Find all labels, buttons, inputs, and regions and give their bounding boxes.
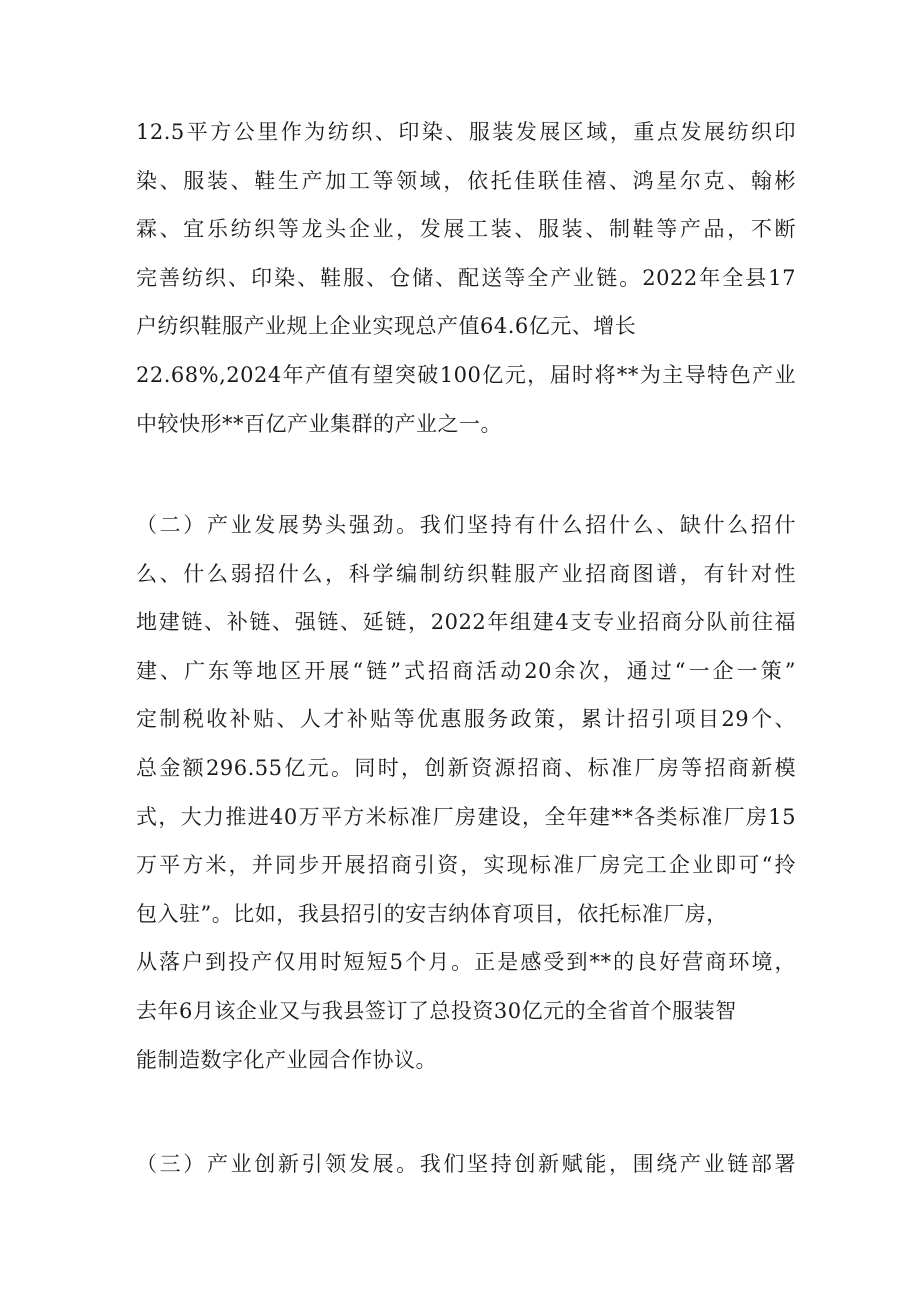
text-line: 万平方米，并同步开展招商引资，实现标准厂房完工企业即可“拎 (136, 853, 796, 878)
text-line: 去年6月该企业又与我县签订了总投资30亿元的全省首个服装智 (136, 998, 737, 1023)
paragraph-section-two (136, 501, 796, 1084)
text-line: 式，大力推进40万平方米标准厂房建设，全年建**各类标准厂房15 (136, 804, 796, 829)
text-line: （三）产业创新引领发展。我们坚持创新赋能，围绕产业链部署 (136, 1152, 796, 1176)
text-line: 么、什么弱招什么，科学编制纺织鞋服产业招商图谱，有针对性 (136, 561, 796, 586)
text-line: 完善纺织、印染、鞋服、仓储、配送等全产业链。2022年全县17 (136, 265, 796, 290)
text-line: 染、服装、鞋生产加工等领域，依托佳联佳禧、鸿星尔克、翰彬 (136, 168, 796, 193)
text-line: 建、广东等地区开展“链”式招商活动20余次，通过“一企一策” (136, 658, 796, 683)
paragraph-textile-industry-area (136, 108, 796, 448)
paragraph-section-three (136, 1140, 796, 1189)
text-line: （二）产业发展势头强劲。我们坚持有什么招什么、缺什么招什 (136, 513, 796, 537)
text-line: 22.68%,2024年产值有望突破100亿元，届时将**为主导特色产业 (136, 362, 796, 387)
text-line: 中较快形**百亿产业集群的产业之一。 (136, 411, 502, 436)
text-line: 总金额296.55亿元。同时，创新资源招商、标准厂房等招商新模 (136, 755, 796, 780)
text-line: 从落户到投产仅用时短短5个月。正是感受到**的良好营商环境， (136, 950, 796, 975)
text-line: 地建链、补链、强链、延链，2022年组建4支专业招商分队前往福 (136, 610, 796, 635)
text-line: 包入驻”。比如，我县招引的安吉纳体育项目，依托标准厂房， (136, 901, 728, 926)
text-line: 12.5平方公里作为纺织、印染、服装发展区域，重点发展纺织印 (136, 120, 796, 144)
text-line: 户纺织鞋服产业规上企业实现总产值64.6亿元、增长 (136, 314, 637, 339)
text-line: 能制造数字化产业园合作协议。 (136, 1047, 437, 1072)
text-line: 定制税收补贴、人才补贴等优惠服务政策，累计招引项目29个、 (136, 707, 796, 732)
text-line: 霖、宜乐纺织等龙头企业，发展工装、服装、制鞋等产品，不断 (136, 217, 796, 242)
